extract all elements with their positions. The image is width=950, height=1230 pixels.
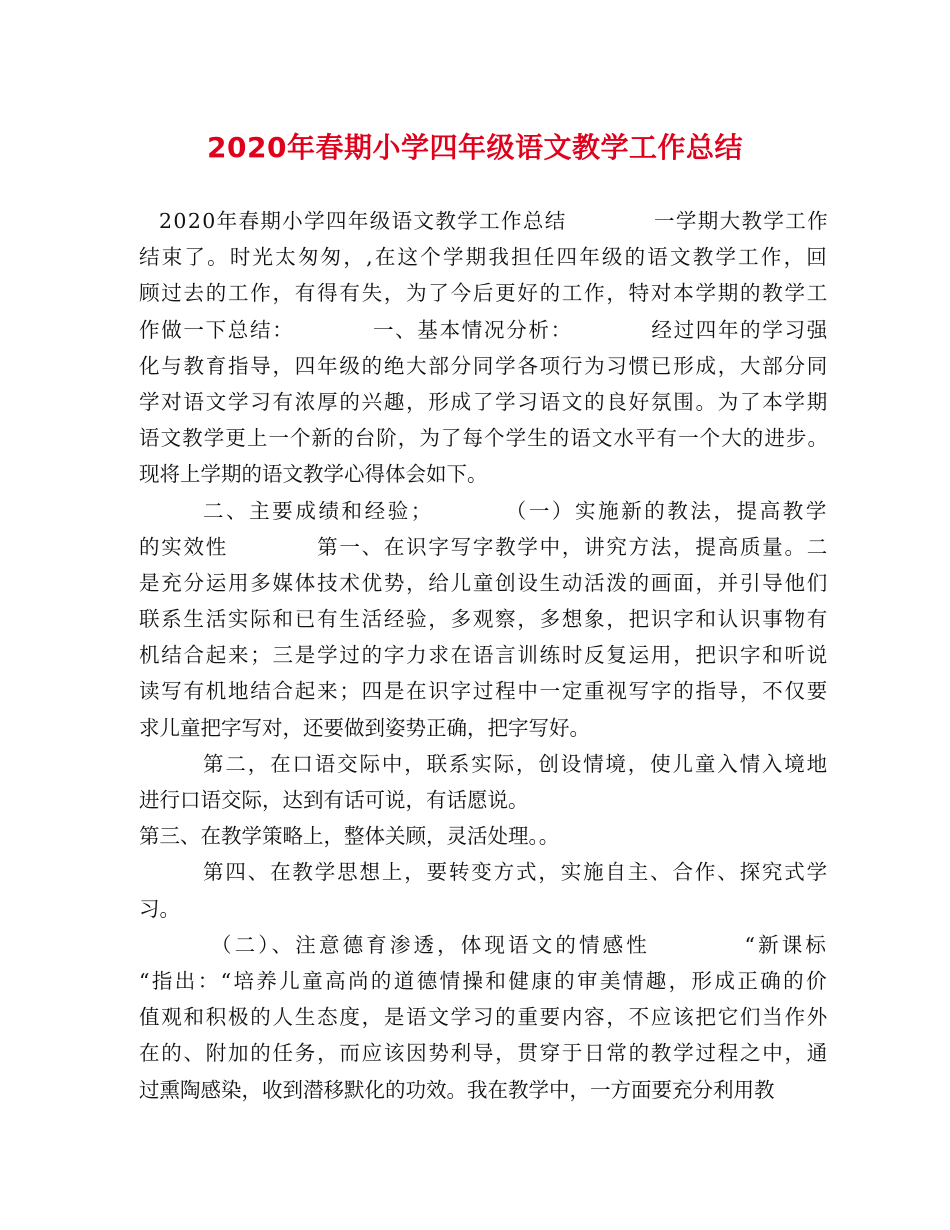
body-text-line: “指出：“培养儿童高尚的道德情操和健康的审美情趣，形成正确的价 (139, 968, 829, 993)
body-text-line: 第四、在教学思想上，要转变方式，实施自主、合作、探究式学 (203, 860, 829, 885)
document-body (139, 203, 829, 1108)
body-text-line: 习。 (139, 896, 180, 921)
body-text-line: 在的、附加的任务，而应该因势利导，贯穿于日常的教学过程之中，通 (139, 1041, 829, 1066)
body-text-line: （二）、注意德育渗透，体现语文的情感性 “新课标 (211, 932, 829, 957)
document-title: 2020年春期小学四年级语文教学工作总结 (207, 131, 743, 164)
body-text-line: 机结合起来；三是学过的字力求在语言训练时反复运用，把识字和听说 (139, 643, 829, 668)
body-text-line: 读写有机地结合起来；四是在识字过程中一定重视写字的指导，不仅要 (139, 679, 829, 704)
body-text-line: 二、主要成绩和经验； （一）实施新的教法，提高教学 (203, 498, 829, 523)
body-text-line: 求儿童把字写对，还要做到姿势正确，把字写好。 (139, 715, 590, 740)
body-text-line: 是充分运用多媒体技术优势，给儿童创设生动活泼的画面，并引导他们 (139, 570, 829, 595)
body-text-line: 作做一下总结： 一、基本情况分析： 经过四年的学习强 (139, 317, 829, 342)
body-text-line: 2020年春期小学四年级语文教学工作总结 一学期大教学工作 (159, 209, 830, 233)
body-text-line: 第二，在口语交际中，联系实际，创设情境，使儿童入情入境地 (203, 751, 829, 776)
body-text-line: 学对语文学习有浓厚的兴趣，形成了学习语文的良好氛围。为了本学期 (139, 389, 829, 414)
body-text-line: 顾过去的工作，有得有失，为了今后更好的工作，特对本学期的教学工 (139, 281, 829, 306)
body-text-line: 过熏陶感染，收到潜移默化的功效。我在教学中，一方面要充分利用教 (139, 1077, 775, 1102)
body-text-line: 第三、在教学策略上，整体关顾，灵活处理。。 (139, 824, 560, 849)
body-text-line: 联系生活实际和已有生活经验，多观察，多想象，把识字和认识事物有 (139, 607, 829, 632)
body-text-line: 现将上学期的语文教学心得体会如下。 (139, 462, 488, 487)
body-text-line: 语文教学更上一个新的台阶，为了每个学生的语文水平有一个大的进步。 (139, 426, 830, 451)
body-text-line: 进行口语交际，达到有话可说，有话愿说。 (139, 788, 529, 812)
body-text-line: 的实效性 第一、在识字写字教学中，讲究方法，提高质量。二 (139, 534, 829, 559)
body-text-line: 值观和积极的人生态度，是语文学习的重要内容，不应该把它们当作外 (139, 1005, 829, 1030)
body-text-line: 结束了。时光太匆匆，,在这个学期我担任四年级的语文教学工作，回 (139, 245, 829, 270)
body-text-line: 化与教育指导，四年级的绝大部分同学各项行为习惯已形成，大部分同 (139, 353, 829, 378)
